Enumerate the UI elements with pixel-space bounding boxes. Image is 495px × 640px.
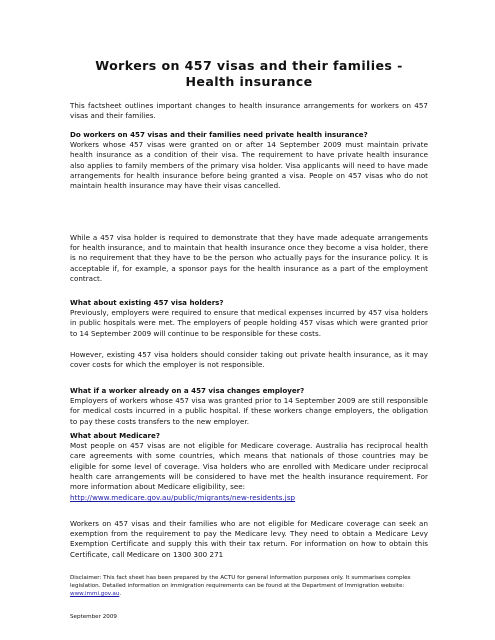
immi-link[interactable]: www.immi.gov.au: [70, 591, 120, 598]
disclaimer-block: [70, 574, 428, 599]
section-paragraph: Previously, employers were required to ensure that medical expenses incurred by 457 visa holders in public hospitals were met. The employers of people holding 457 visas which were granted prior to 14 September 2009 will continue to be responsible for these costs.: [70, 308, 428, 338]
levy-paragraph: Workers on 457 visas and their families who are not eligible for Medicare coverage can seek an exemption from the requirement to pay the Medicare levy. They need to obtain a Medicare Levy Exemption Certificate and supply this with their tax return. For information on how to obtain this Certificate, call Medicare on 1300 300 271: [70, 519, 428, 559]
intro-paragraph: This factsheet outlines important changes to health insurance arrangements for workers on 457 visas and their families.: [70, 101, 428, 121]
section-heading: What about Medicare?: [70, 431, 160, 440]
section-paragraph: Most people on 457 visas are not eligible for Medicare coverage. Australia has reciprocal health care agreements with some countries, which means that nationals of those countries may be eligible for some level of coverage. Visa holders who are enrolled with Medicare under reciprocal health care arrangements will be considered to have met the health insurance requirement. For more information about Medicare eligibility, see:: [70, 441, 428, 492]
section-heading: Do workers on 457 visas and their families need private health insurance?: [70, 130, 368, 139]
section-changes-employer: [70, 386, 428, 427]
section-paragraph: Employers of workers whose 457 visa was granted prior to 14 September 2009 are still responsible for medical costs incurred in a public hospital. If these workers change employers, the obligation to pay these costs transfers to the new employer.: [70, 396, 428, 426]
section-heading: What if a worker already on a 457 visa changes employer?: [70, 386, 305, 395]
section-paragraph: Workers whose 457 visas were granted on or after 14 September 2009 must maintain private health insurance as a condition of their visa. The requirement to have private health insurance also applies to family members of the primary visa holder. Visa applicants will need to have made arrangements for health insurance before being granted a visa. People on 457 visas who do not maintain health insurance may have their visas cancelled.: [70, 140, 428, 191]
medicare-link[interactable]: http://www.medicare.gov.au/public/migrants/new-residents.jsp: [70, 493, 296, 503]
section-paragraph: However, existing 457 visa holders should consider taking out private health insurance, as it may cover costs for which the employer is not responsible.: [70, 350, 428, 370]
title-line-2: Health insurance: [185, 73, 313, 89]
section-paragraph: While a 457 visa holder is required to demonstrate that they have made adequate arrangements for health insurance, and to maintain that health insurance once they become a visa holder, there is no requirement that they have to be the person who actually pays for the insurance policy. It is acceptable if, for example, a sponsor pays for the health insurance as a part of the employment contract.: [70, 233, 428, 283]
levy-block: [70, 519, 428, 560]
section-private-insurance: [70, 130, 428, 191]
publication-date: September 2009: [70, 614, 117, 620]
title-line-1: Workers on 457 visas and their families -: [95, 58, 403, 73]
section-medicare: [70, 431, 428, 503]
section-existing-holders: [70, 298, 428, 339]
section-private-insurance-cont: [70, 233, 428, 284]
document-title: [70, 58, 428, 89]
disclaimer-body: Disclaimer: This fact sheet has been prepared by the ACTU for general information purposes only. It summarises complex legislation. Detailed information on immigration requirements can be found at the Department of Immigration website:: [70, 575, 411, 590]
disclaimer-text: Disclaimer: This fact sheet has been prepared by the ACTU for general information purposes only. It summarises complex legislation. Detailed information on immigration requirements can be found at the Department of Immigration website: www.immi.gov.au.: [70, 575, 411, 598]
intro-block: [70, 101, 428, 121]
section-existing-holders-cont: [70, 350, 428, 370]
section-heading: What about existing 457 visa holders?: [70, 298, 224, 307]
